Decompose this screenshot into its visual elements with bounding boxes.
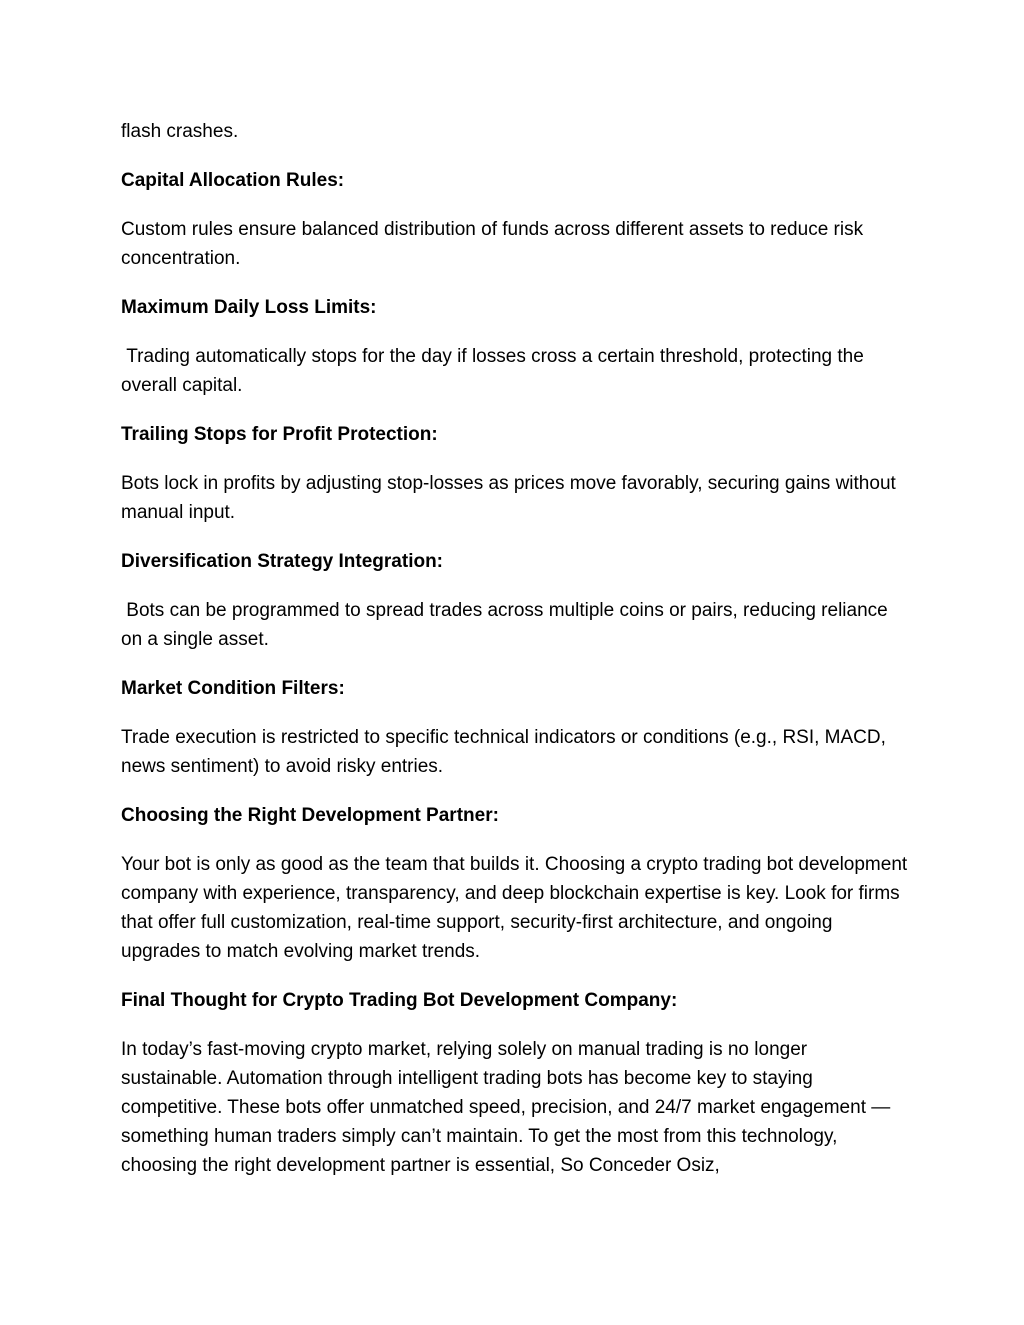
continuation-paragraph: flash crashes. — [121, 121, 239, 142]
section-heading-diversification: Diversification Strategy Integration: — [121, 551, 444, 572]
document-body — [121, 117, 911, 1180]
section-body-development-partner: Your bot is only as good as the team that builds it. Choosing a crypto trading bot development company with experience, transparency, and deep blockchain expertise is key. Look for firms that offer full customization, real-time support, security-first architecture, and ongoing upgrades to match evolving market trends. — [121, 854, 913, 962]
section-body-diversification: Bots can be programmed to spread trades across multiple coins or pairs, reducing reliance on a single asset. — [121, 600, 893, 650]
section-heading-development-partner: Choosing the Right Development Partner: — [121, 805, 499, 826]
section-body-market-filters: Trade execution is restricted to specific technical indicators or conditions (e.g., RSI, MACD, news sentiment) to avoid risky entries. — [121, 727, 892, 777]
section-heading-trailing-stops: Trailing Stops for Profit Protection: — [121, 424, 438, 445]
section-heading-capital-allocation: Capital Allocation Rules: — [121, 170, 345, 191]
section-heading-daily-loss-limits: Maximum Daily Loss Limits: — [121, 297, 377, 318]
section-heading-final-thought: Final Thought for Crypto Trading Bot Development Company: — [121, 990, 678, 1011]
section-heading-market-filters: Market Condition Filters: — [121, 678, 345, 699]
section-body-trailing-stops: Bots lock in profits by adjusting stop-losses as prices move favorably, securing gains without manual input. — [121, 473, 902, 523]
section-body-capital-allocation: Custom rules ensure balanced distribution of funds across different assets to reduce risk concentration. — [121, 219, 869, 269]
section-body-daily-loss-limits: Trading automatically stops for the day if losses cross a certain threshold, protecting the overall capital. — [121, 346, 870, 396]
section-body-final-thought: In today’s fast-moving crypto market, relying solely on manual trading is no longer sustainable. Automation through intelligent trading bots has become key to staying competitive. These bots offer unmatched speed, precision, and 24/7 market engagement — something human traders simply can’t maintain. To get the most from this technology, choosing the right development partner is essential, So Conceder Osiz, — [121, 1039, 896, 1176]
